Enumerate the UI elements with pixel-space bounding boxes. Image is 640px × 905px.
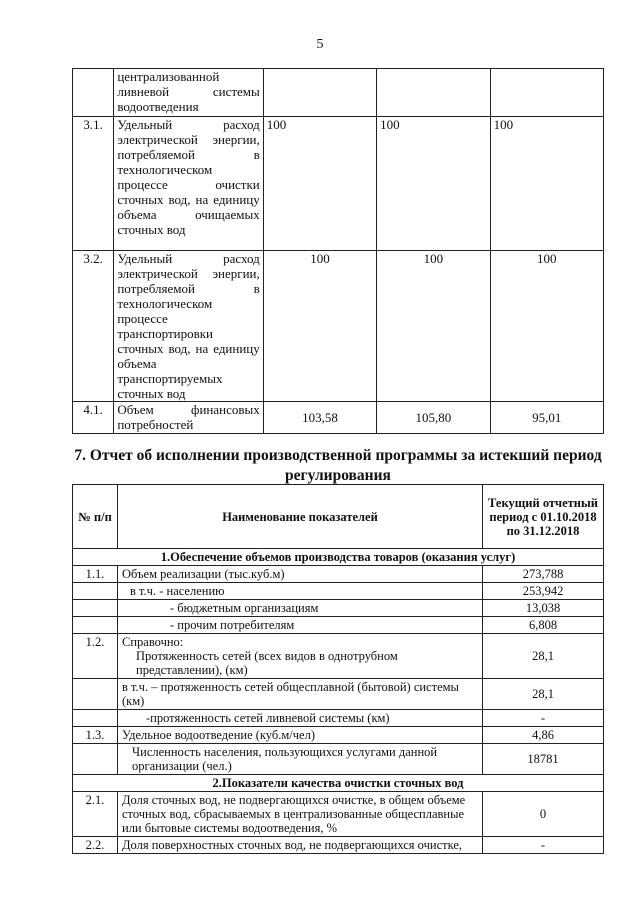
value-cell — [377, 69, 490, 117]
section-row — [73, 549, 604, 566]
header-name: Наименование показателей — [118, 485, 483, 549]
row-number — [73, 744, 118, 775]
row-number: 1.3. — [73, 727, 118, 744]
section-7-title: 7. Отчет об исполнении производственной программы за истекший период регулирования — [74, 447, 602, 484]
table-row — [73, 727, 604, 744]
row-number: 4.1. — [73, 402, 114, 434]
value-cell: 100 — [263, 117, 376, 251]
row-number: 3.1. — [73, 117, 114, 251]
indicator-name: в т.ч. – протяженность сетей общесплавной (бытовой) системы (км) — [118, 679, 483, 710]
indicator-name: Доля поверхностных сточных вод, не подвергающихся очистке, — [118, 837, 483, 854]
table-row — [73, 679, 604, 710]
table-row — [73, 744, 604, 775]
value-cell: 105,80 — [377, 402, 490, 434]
table-row — [73, 837, 604, 854]
value-cell: 100 — [377, 251, 490, 402]
value-cell: 100 — [263, 251, 376, 402]
value-cell: - — [483, 710, 604, 727]
row-number — [73, 710, 118, 727]
table-row — [73, 69, 604, 117]
value-cell — [263, 69, 376, 117]
value-cell: 13,038 — [483, 600, 604, 617]
section-1-title: 1.Обеспечение объемов производства товаров (оказания услуг) — [73, 549, 604, 566]
row-number: 2.1. — [73, 792, 118, 837]
indicator-name: Удельный расход электрической энергии, потребляемой в технологическом процессе очистки сточных вод, на единицу объема очищаемых сточных вод — [114, 117, 263, 251]
row-number: 1.2. — [73, 634, 118, 679]
value-cell: 100 — [377, 117, 490, 251]
section-2-title: 2.Показатели качества очистки сточных вод — [73, 775, 604, 792]
indicator-name: централизованной ливневой системы водоотведения — [114, 69, 263, 117]
indicator-name: - прочим потребителям — [118, 617, 483, 634]
value-cell: 0 — [483, 792, 604, 837]
indicators-table-continued — [72, 68, 604, 434]
value-cell: 103,58 — [263, 402, 376, 434]
value-cell: 18781 — [483, 744, 604, 775]
row-number — [73, 617, 118, 634]
table-row — [73, 792, 604, 837]
table-row — [73, 566, 604, 583]
indicator-name: Удельный расход электрической энергии, потребляемой в технологическом процессе транспортировки сточных вод, на единицу объема транспортируемых сточных вод — [114, 251, 263, 402]
table-row — [73, 710, 604, 727]
table-row — [73, 583, 604, 600]
header-value: Текущий отчетный период с 01.10.2018 по 31.12.2018 — [483, 485, 604, 549]
value-cell: 6,808 — [483, 617, 604, 634]
indicator-name: Объем реализации (тыс.куб.м) — [118, 566, 483, 583]
table-row — [73, 634, 604, 679]
row-number: 2.2. — [73, 837, 118, 854]
section-row — [73, 775, 604, 792]
table-row — [73, 617, 604, 634]
value-cell: 100 — [490, 251, 603, 402]
value-cell: 95,01 — [490, 402, 603, 434]
value-cell: 28,1 — [483, 679, 604, 710]
indicator-name: - бюджетным организациям — [118, 600, 483, 617]
indicator-name: Доля сточных вод, не подвергающихся очистке, в общем объеме сточных вод, сбрасываемых в централизованные общесплавные или бытовые системы водоотведения, % — [118, 792, 483, 837]
row-number: 3.2. — [73, 251, 114, 402]
row-number — [73, 583, 118, 600]
indicator-name — [118, 634, 483, 679]
value-cell: 100 — [490, 117, 603, 251]
row-number — [73, 679, 118, 710]
reference-label: Справочно: — [122, 635, 184, 649]
indicator-name: в т.ч. - населению — [118, 583, 483, 600]
program-report-table — [72, 484, 604, 854]
header-row — [73, 485, 604, 549]
indicator-name: -протяженность сетей ливневой системы (км) — [118, 710, 483, 727]
table-row — [73, 117, 604, 251]
network-length-label: Протяженность сетей (всех видов в однотрубном представлении), (км) — [136, 649, 398, 677]
table-row — [73, 600, 604, 617]
value-cell: 4,86 — [483, 727, 604, 744]
value-cell: 273,788 — [483, 566, 604, 583]
table-row — [73, 251, 604, 402]
indicator-name: Удельное водоотведение (куб.м/чел) — [118, 727, 483, 744]
page-number: 5 — [316, 37, 324, 52]
header-num: № п/п — [73, 485, 118, 549]
row-number — [73, 600, 118, 617]
row-number — [73, 69, 114, 117]
row-number: 1.1. — [73, 566, 118, 583]
value-cell: - — [483, 837, 604, 854]
value-cell — [490, 69, 603, 117]
indicator-name: Численность населения, пользующихся услугами данной организации (чел.) — [118, 744, 483, 775]
indicator-name: Объем финансовых потребностей — [114, 402, 263, 434]
table-row — [73, 402, 604, 434]
value-cell: 253,942 — [483, 583, 604, 600]
value-cell: 28,1 — [483, 634, 604, 679]
